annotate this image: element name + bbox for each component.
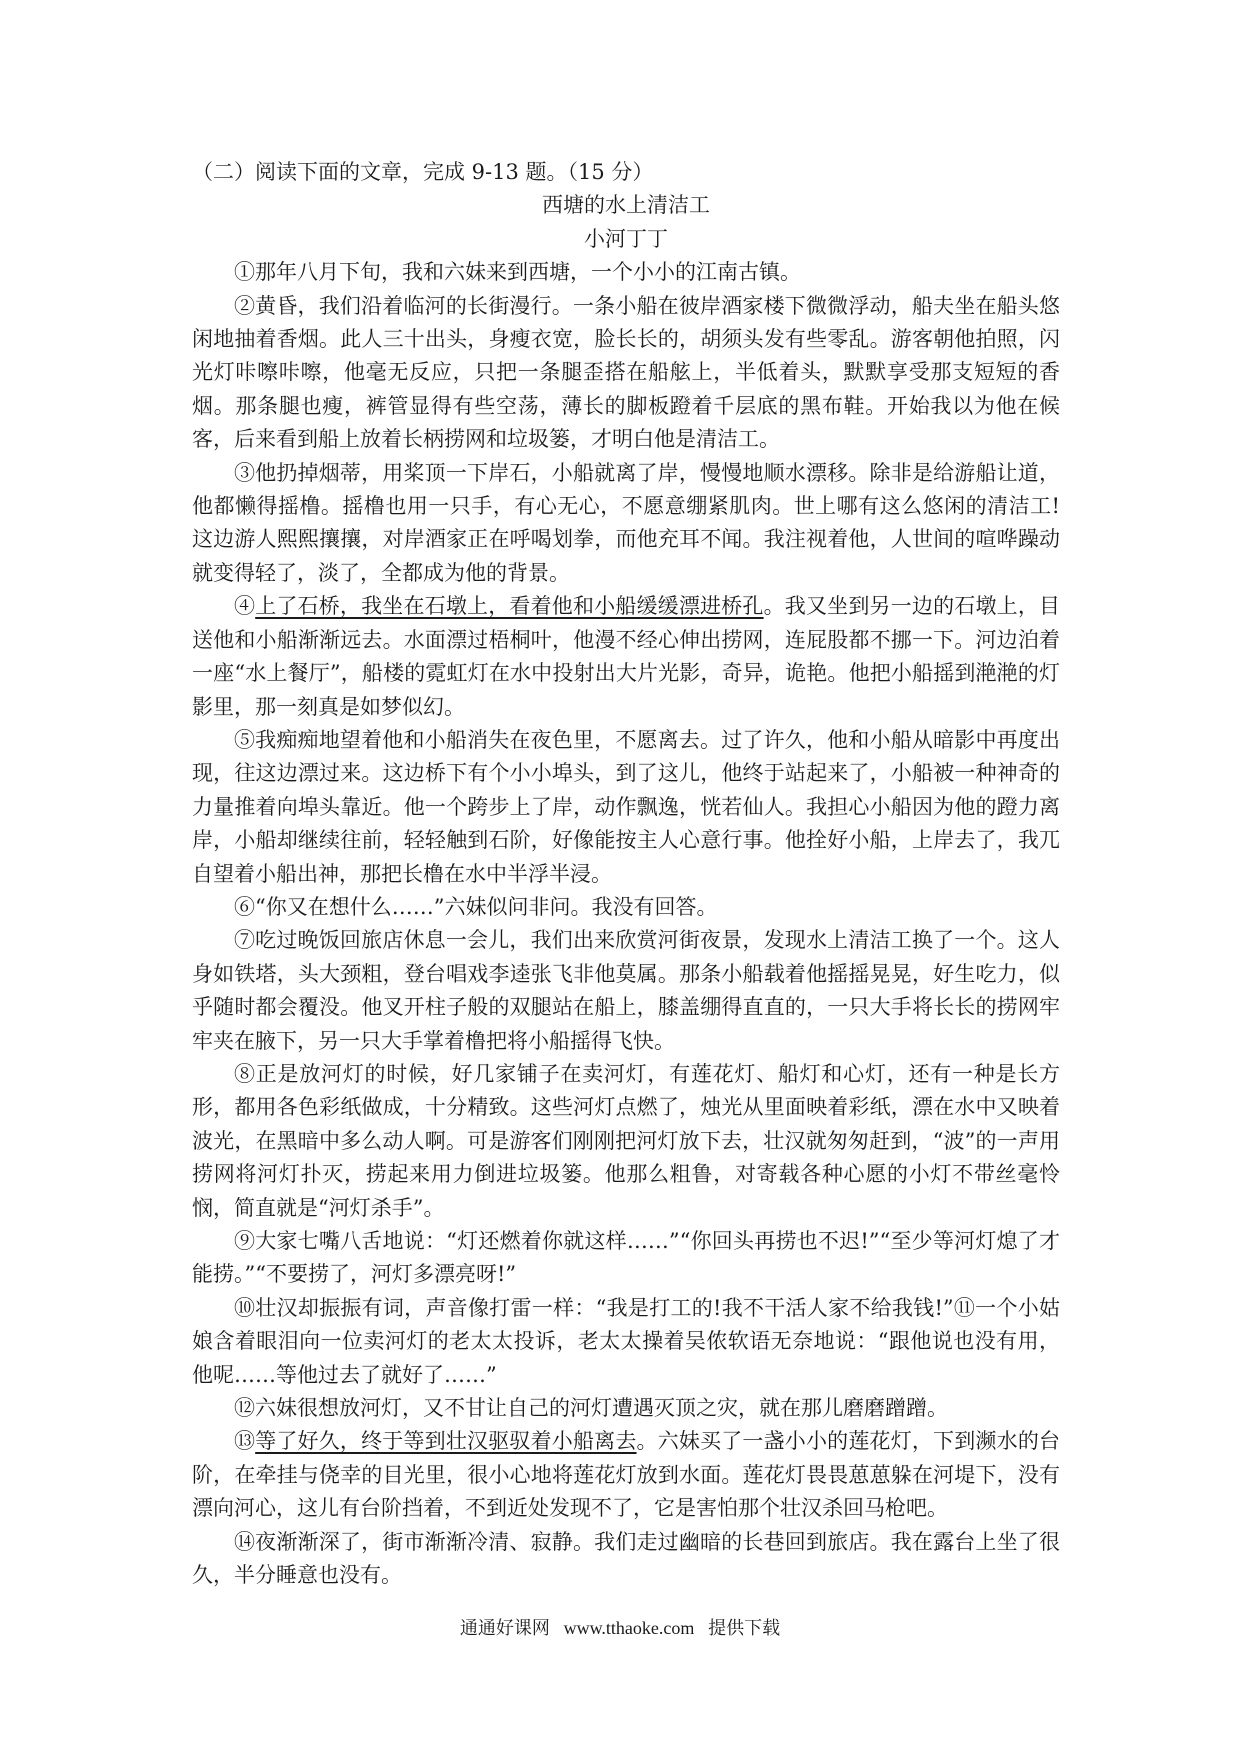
paragraph-14: ⑭夜渐渐深了，街市渐渐冷清、寂静。我们走过幽暗的长巷回到旅店。我在露台上坐了很久，半分睡意也没有。 bbox=[192, 1529, 1060, 1588]
paragraph-9: ⑨大家七嘴八舌地说：“灯还燃着你就这样……”“你回头再捞也不迟!”“至少等河灯熄了才能捞。”“不要捞了，河灯多漂亮呀!” bbox=[192, 1229, 1060, 1287]
paragraph-10: ⑩壮汉却振振有词，声音像打雷一样：“我是打工的!我不干活人家不给我钱!”⑪一个小姑娘含着眼泪向一位卖河灯的老太太投诉，老太太操着吴侬软语无奈地说：“跟他说也没有用，他呢……等他过去了就好了……” bbox=[192, 1295, 1060, 1387]
footer-url: www.tthaoke.com bbox=[563, 1618, 695, 1638]
paragraph-7: ⑦吃过晚饭回旅店休息一会儿，我们出来欣赏河街夜景，发现水上清洁工换了一个。这人身如铁塔，头大颈粗，登台唱戏李逵张飞非他莫属。那条小船载着他摇摇晃晃，好生吃力，似乎随时都会覆没。他叉开柱子般的双腿站在船上，膝盖绷得直直的，一只大手将长长的捞网牢牢夹在腋下，另一只大手掌着橹把将小船摇得飞快。 bbox=[192, 928, 1060, 1053]
paragraph-text: 。六妹买了一盏小小的莲花灯，下到濒水的台阶，在牵挂与侥幸的目光里，很小心地将莲花灯放到水面。莲花灯畏畏葸葸躲在河堤下，没有漂向河心，这儿有台阶挡着，不到近处发现不了，它是害怕那个壮汉杀回马枪吧。 bbox=[192, 1429, 1061, 1521]
paragraph-13 bbox=[192, 1425, 1060, 1525]
paragraph-2: ②黄昏，我们沿着临河的长街漫行。一条小船在彼岸酒家楼下微微浮动，船夫坐在船头悠闲地抽着香烟。此人三十出头，身瘦衣宽，脸长长的，胡须头发有些零乱。游客朝他拍照，闪光灯咔嚓咔嚓，他毫无反应，只把一条腿歪搭在船舷上，半低着头，默默享受那支短短的香烟。那条腿也瘦，裤管显得有些空荡，薄长的脚板蹬着千层底的黑布鞋。开始我以为他在候客，后来看到船上放着长柄捞网和垃圾篓，才明白他是清洁工。 bbox=[192, 293, 1060, 452]
paragraph-text: 。我又坐到另一边的石墩上，目送他和小船渐渐远去。水面漂过梧桐叶，他漫不经心伸出捞网，连屁股都不挪一下。河边泊着一座“水上餐厅”，船楼的霓虹灯在水中投射出大片光影，奇异，诡艳。他把小船摇到滟滟的灯影里，那一刻真是如梦似幻。 bbox=[192, 594, 1061, 719]
page-footer bbox=[0, 1616, 1240, 1641]
article-title: 西塘的水上清洁工 bbox=[542, 193, 710, 218]
paragraph-4 bbox=[192, 590, 1060, 724]
article-author: 小河丁丁 bbox=[584, 226, 668, 251]
article-body bbox=[192, 156, 1060, 1592]
paragraph-6: ⑥“你又在想什么……”六妹似问非问。我没有回答。 bbox=[234, 894, 718, 919]
underlined-sentence: 上了石桥，我坐在石墩上，看着他和小船缓缓漂进桥孔 bbox=[255, 594, 764, 619]
paragraph-number: ⑬ bbox=[234, 1429, 256, 1454]
footer-site-name: 通通好课网 bbox=[459, 1618, 550, 1639]
underlined-sentence: 等了好久，终于等到壮汉驱驭着小船离去 bbox=[255, 1429, 637, 1454]
question-intro: （二）阅读下面的文章，完成 9-13 题。（15 分） bbox=[192, 160, 654, 184]
paragraph-1: ①那年八月下旬，我和六妹来到西塘，一个小小的江南古镇。 bbox=[234, 260, 801, 285]
paragraph-5: ⑤我痴痴地望着他和小船消失在夜色里，不愿离去。过了许久，他和小船从暗影中再度出现，往这边漂过来。这边桥下有个小小埠头，到了这儿，他终于站起来了，小船被一种神奇的力量推着向埠头靠近。他一个跨步上了岸，动作飘逸，恍若仙人。我担心小船因为他的蹬力离岸，小船却继续往前，轻轻触到石阶，好像能按主人心意行事。他拴好小船，上岸去了，我兀自望着小船出神，那把长橹在水中半浮半浸。 bbox=[192, 727, 1060, 886]
footer-note: 提供下载 bbox=[708, 1618, 781, 1639]
paragraph-3: ③他扔掉烟蒂，用桨顶一下岸石，小船就离了岸，慢慢地顺水漂移。除非是给游船让道，他都懒得摇橹。摇橹也用一只手，有心无心，不愿意绷紧肌肉。世上哪有这么悠闲的清洁工!这边游人熙熙攘攘，对岸酒家正在呼喝划拳，而他充耳不闻。我注视着他，人世间的喧哗躁动就变得轻了，淡了，全都成为他的背景。 bbox=[192, 460, 1060, 585]
paragraph-number: ④ bbox=[234, 594, 256, 619]
paragraph-12: ⑫六妹很想放河灯，又不甘让自己的河灯遭遇灭顶之灾，就在那儿磨磨蹭蹭。 bbox=[234, 1396, 948, 1421]
paragraph-8: ⑧正是放河灯的时候，好几家铺子在卖河灯，有莲花灯、船灯和心灯，还有一种是长方形，都用各色彩纸做成，十分精致。这些河灯点燃了，烛光从里面映着彩纸，漂在水中又映着波光，在黑暗中多么动人啊。可是游客们刚刚把河灯放下去，壮汉就匆匆赶到，“波”的一声用捞网将河灯扑灭，捞起来用力倒进垃圾篓。他那么粗鲁，对寄载各种心愿的小灯不带丝毫怜悯，简直就是“河灯杀手”。 bbox=[192, 1061, 1060, 1220]
